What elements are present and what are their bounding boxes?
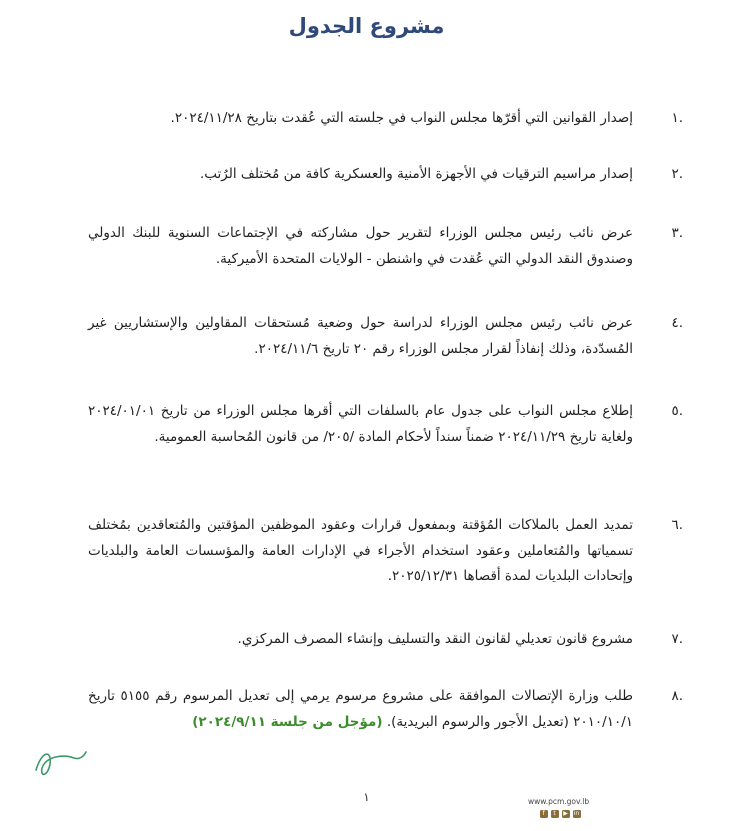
agenda-item — [88, 311, 683, 362]
item-text: تمديد العمل بالملاكات المُؤقتة وبمفعول قرارات وعقود الموظفين المؤقتين والمُتعاقدين بمُختلف تسمياتها والمُتعاملين وعقود استخدام الأجراء في الإدارات العامة والمؤسسات العامة والبلديات وإتحادات البلديات لمدة أقصاها ٢٠٢٥/١٢/٣١. — [88, 517, 633, 584]
item-number: .٧ — [671, 631, 683, 647]
agenda-item — [88, 162, 683, 188]
youtube-icon[interactable]: ▶ — [563, 810, 568, 817]
item-text: عرض نائب رئيس مجلس الوزراء لدراسة حول وضعية مُستحقات المقاولين والإستشاريين غير المُسدّدة، وذلك إنفاذاً لقرار مجلس الوزراء رقم ٢٠ تاريخ ٢٠٢٤/١١/٦. — [88, 315, 633, 357]
item-number: .٣ — [671, 225, 683, 241]
item-number: .٦ — [671, 517, 683, 533]
agenda-item — [88, 513, 683, 590]
item-number: .١ — [671, 110, 683, 126]
footer-website[interactable]: www.pcm.gov.lb — [528, 797, 590, 806]
item-text: إطلاع مجلس النواب على جدول عام بالسلفات التي أقرها مجلس الوزراء من تاريخ ٢٠٢٤/٠١/٠١ ولغاية تاريخ ٢٠٢٤/١١/٢٩ ضمناً سنداً لأحكام المادة /٢٠٥/ من قانون المُحاسبة العمومية. — [88, 403, 633, 445]
page-title: مشروع الجدول — [288, 14, 445, 38]
agenda-item — [88, 106, 683, 132]
agenda-item — [88, 684, 683, 735]
item-text: إصدار القوانين التي أقرّها مجلس النواب في جلسته التي عُقدت بتاريخ ٢٠٢٤/١١/٢٨. — [170, 110, 633, 126]
item-number: .٢ — [671, 166, 683, 182]
agenda-item — [88, 221, 683, 272]
social-icons — [535, 810, 585, 820]
facebook-icon[interactable]: f — [540, 810, 548, 818]
postponed-note: (مؤجل من جلسة ٢٠٢٤/٩/١١) — [192, 713, 383, 730]
page-number: ١ — [363, 790, 370, 804]
handwritten-signature — [30, 740, 90, 782]
agenda-item — [88, 627, 683, 653]
item-number: .٥ — [671, 403, 683, 419]
item-text: إصدار مراسيم الترقيات في الأجهزة الأمنية والعسكرية كافة من مُختلف الرُتب. — [200, 166, 633, 182]
item-text: طلب وزارة الإتصالات الموافقة على مشروع مرسوم يرمي إلى تعديل المرسوم رقم ٥١٥٥ تاريخ ٢٠١٠/١٠/١ (تعديل الأجور والرسوم البريدية). — [88, 688, 633, 730]
twitter-icon[interactable]: t — [551, 810, 559, 818]
item-number: .٤ — [671, 315, 683, 331]
agenda-item — [88, 399, 683, 450]
linkedin-icon[interactable]: in — [573, 810, 580, 817]
item-text: عرض نائب رئيس مجلس الوزراء لتقرير حول مشاركته في الإجتماعات السنوية للبنك الدولي وصندوق النقد الدولي التي عُقدت في واشنطن - الولايات المتحدة الأميركية. — [88, 225, 633, 267]
item-text: مشروع قانون تعديلي لقانون النقد والتسليف وإنشاء المصرف المركزي. — [237, 631, 633, 647]
item-number: .٨ — [671, 688, 683, 704]
